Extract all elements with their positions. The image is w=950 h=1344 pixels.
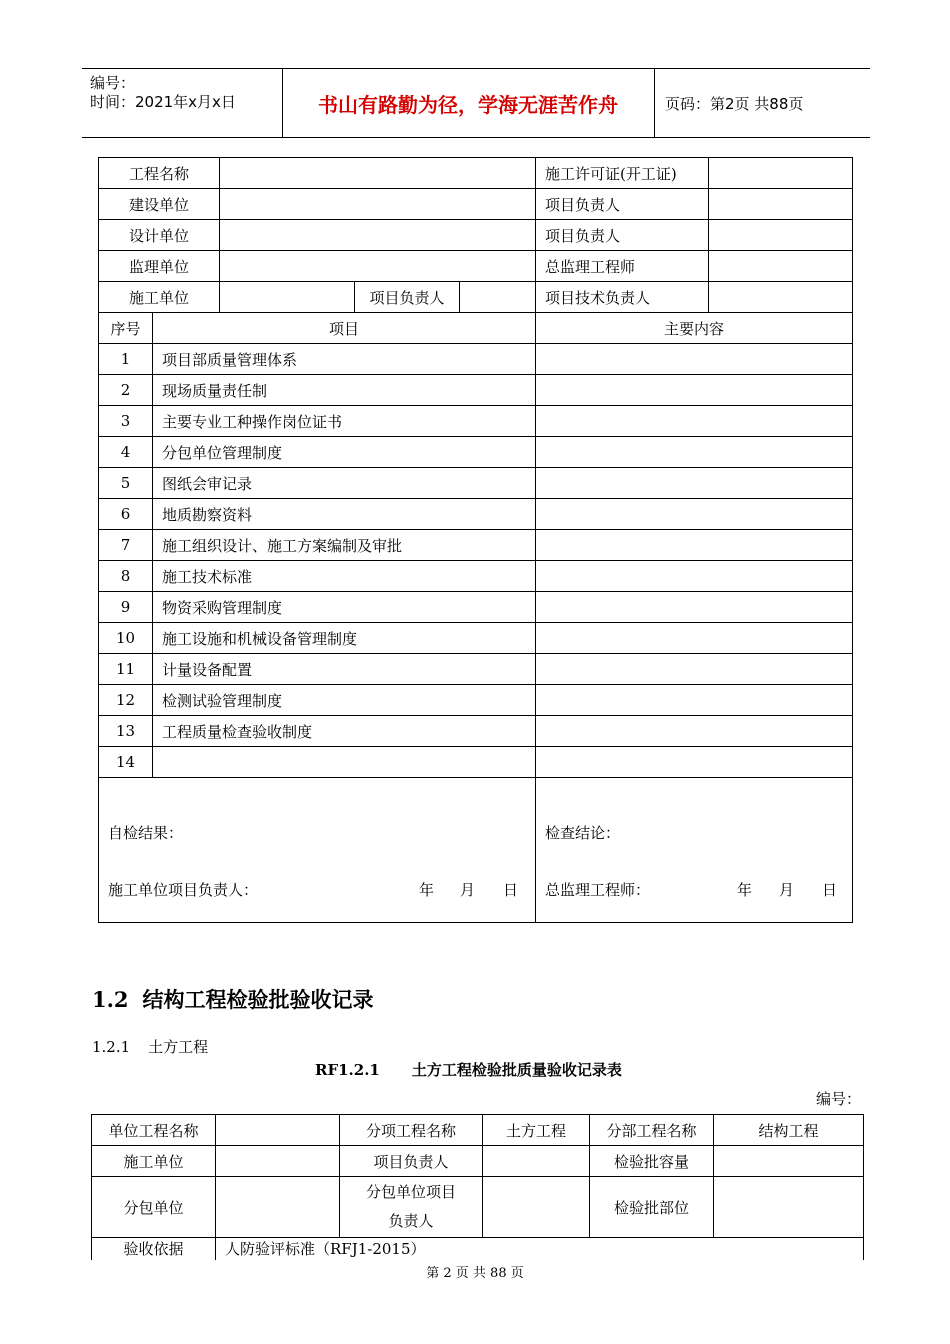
row-item: 施工技术标准 <box>153 561 536 592</box>
info-value[interactable] <box>220 220 536 251</box>
project-leader-label: 项目负责人 <box>340 1146 483 1177</box>
row-item: 工程质量检查验收制度 <box>153 716 536 747</box>
header-meta <box>82 69 283 137</box>
seq-header: 序号 <box>99 313 153 344</box>
row-item: 施工组织设计、施工方案编制及审批 <box>153 530 536 561</box>
info-label-2: 项目负责人 <box>536 189 709 220</box>
subcontractor-value[interactable] <box>216 1177 340 1238</box>
division-value: 结构工程 <box>714 1115 864 1146</box>
table-row <box>92 1146 864 1177</box>
table-row <box>92 1177 864 1238</box>
row-item: 现场质量责任制 <box>153 375 536 406</box>
info-label: 建设单位 <box>99 189 220 220</box>
sign-year: 年 <box>419 881 435 899</box>
row-seq: 6 <box>99 499 153 530</box>
row-seq: 4 <box>99 437 153 468</box>
row-content[interactable] <box>536 468 853 499</box>
info-value-2[interactable] <box>709 189 853 220</box>
info-label-2: 项目负责人 <box>536 220 709 251</box>
row-seq: 11 <box>99 654 153 685</box>
row-item: 地质勘察资料 <box>153 499 536 530</box>
section-number: 1.2 <box>92 987 129 1012</box>
page-header <box>82 68 870 138</box>
row-seq: 3 <box>99 406 153 437</box>
unit-project-label: 单位工程名称 <box>92 1115 216 1146</box>
item-header: 项目 <box>153 313 536 344</box>
constructor-signer-label: 施工单位项目负责人： <box>108 881 259 899</box>
subsection-number: 1.2.1 <box>92 1038 131 1056</box>
info-label: 监理单位 <box>99 251 220 282</box>
info-label: 工程名称 <box>99 158 220 189</box>
self-check-cell <box>99 778 536 923</box>
construction-unit-value[interactable] <box>216 1146 340 1177</box>
batch-capacity-value[interactable] <box>714 1146 864 1177</box>
batch-location-label: 检验批部位 <box>590 1177 714 1238</box>
section-title: 结构工程检验批验收记录 <box>142 988 374 1012</box>
row-content[interactable] <box>536 375 853 406</box>
table-row <box>99 685 853 716</box>
table-row <box>99 530 853 561</box>
row-item: 项目部质量管理体系 <box>153 344 536 375</box>
subcontractor-leader-label-line2: 负责人 <box>388 1212 434 1230</box>
row-seq: 1 <box>99 344 153 375</box>
info-value[interactable] <box>220 189 536 220</box>
section-heading <box>92 984 374 1014</box>
row-content[interactable] <box>536 561 853 592</box>
table-row <box>99 375 853 406</box>
info-label-2: 项目技术负责人 <box>536 282 709 313</box>
row-content[interactable] <box>536 654 853 685</box>
table-row <box>99 654 853 685</box>
row-item: 施工设施和机械设备管理制度 <box>153 623 536 654</box>
info-row <box>99 220 853 251</box>
info-label-2: 施工许可证(开工证) <box>536 158 709 189</box>
table-row <box>99 592 853 623</box>
info-value[interactable] <box>220 158 536 189</box>
table-row <box>99 561 853 592</box>
row-seq: 9 <box>99 592 153 623</box>
row-item: 物资采购管理制度 <box>153 592 536 623</box>
record-number-label: 编号： <box>816 1090 862 1108</box>
subcontractor-leader-label <box>340 1177 483 1238</box>
sign-row <box>99 778 853 923</box>
info-value[interactable] <box>220 251 536 282</box>
quality-management-check-table <box>98 157 853 923</box>
page-number-label: 页码：第2页 共88页 <box>665 94 804 113</box>
row-seq: 2 <box>99 375 153 406</box>
page-footer: 第 2 页 共 88 页 <box>426 1266 524 1281</box>
info-label: 设计单位 <box>99 220 220 251</box>
row-seq: 7 <box>99 530 153 561</box>
row-content[interactable] <box>536 716 853 747</box>
info-label: 施工单位 <box>99 282 220 313</box>
row-content[interactable] <box>536 592 853 623</box>
content-header: 主要内容 <box>536 313 853 344</box>
column-header-row <box>99 313 853 344</box>
subcontractor-leader-value[interactable] <box>483 1177 590 1238</box>
number-label: 编号： <box>90 74 136 92</box>
sub-item-value: 土方工程 <box>483 1115 590 1146</box>
info-value-2[interactable] <box>709 282 853 313</box>
row-content[interactable] <box>536 406 853 437</box>
chief-supervisor-signer-label: 总监理工程师： <box>545 881 651 899</box>
row-item: 图纸会审记录 <box>153 468 536 499</box>
subsection-heading <box>92 1036 208 1057</box>
unit-project-value[interactable] <box>216 1115 340 1146</box>
row-content[interactable] <box>536 344 853 375</box>
table-row <box>99 623 853 654</box>
subcontractor-label: 分包单位 <box>92 1177 216 1238</box>
table-row <box>99 406 853 437</box>
acceptance-basis-label: 验收依据 <box>92 1238 216 1260</box>
row-seq: 8 <box>99 561 153 592</box>
row-content[interactable] <box>536 499 853 530</box>
info-sub-value[interactable] <box>460 282 536 313</box>
inspection-conclusion-label: 检查结论： <box>545 824 621 842</box>
row-seq: 5 <box>99 468 153 499</box>
info-label-2: 总监理工程师 <box>536 251 709 282</box>
earthwork-inspection-table <box>91 1114 864 1260</box>
row-content[interactable] <box>536 747 853 778</box>
table-caption-title: 土方工程检验批质量验收记录表 <box>411 1061 622 1079</box>
row-seq: 12 <box>99 685 153 716</box>
row-seq: 10 <box>99 623 153 654</box>
table-row <box>99 437 853 468</box>
construction-unit-label: 施工单位 <box>92 1146 216 1177</box>
info-row <box>99 189 853 220</box>
table-row <box>99 716 853 747</box>
table-row <box>99 468 853 499</box>
info-row <box>99 251 853 282</box>
row-content[interactable] <box>536 623 853 654</box>
row-seq: 14 <box>99 747 153 778</box>
table-row <box>99 344 853 375</box>
sign-year: 年 <box>737 881 753 899</box>
table-caption <box>315 1059 622 1080</box>
info-row <box>99 158 853 189</box>
info-value-2[interactable] <box>709 251 853 282</box>
sign-day: 日 <box>822 881 838 899</box>
sign-month: 月 <box>779 881 795 899</box>
row-item: 分包单位管理制度 <box>153 437 536 468</box>
acceptance-basis-value: 人防验评标准（RFJ1-2015） <box>216 1238 864 1260</box>
table-code: RF1.2.1 <box>315 1061 380 1079</box>
info-sub-label: 项目负责人 <box>355 282 460 313</box>
row-item <box>153 747 536 778</box>
table-row <box>92 1115 864 1146</box>
inspection-conclusion-cell <box>536 778 853 923</box>
subcontractor-leader-label-line1: 分包单位项目 <box>365 1183 456 1201</box>
row-item: 主要专业工种操作岗位证书 <box>153 406 536 437</box>
self-check-result-label: 自检结果： <box>108 824 184 842</box>
info-value-2[interactable] <box>709 220 853 251</box>
table-row <box>99 747 853 778</box>
header-motto: 书山有路勤为径，学海无涯苦作舟 <box>282 69 655 137</box>
row-content[interactable] <box>536 530 853 561</box>
row-content[interactable] <box>536 437 853 468</box>
construction-unit-row <box>99 282 853 313</box>
sign-day: 日 <box>503 881 519 899</box>
info-value-2[interactable] <box>709 158 853 189</box>
time-label: 时间：2021年x月x日 <box>90 93 236 111</box>
sign-month: 月 <box>460 881 476 899</box>
info-value[interactable] <box>220 282 355 313</box>
batch-capacity-label: 检验批容量 <box>590 1146 714 1177</box>
batch-location-value[interactable] <box>714 1177 864 1238</box>
table-row <box>92 1238 864 1260</box>
row-item: 检测试验管理制度 <box>153 685 536 716</box>
row-content[interactable] <box>536 685 853 716</box>
sub-item-label: 分项工程名称 <box>340 1115 483 1146</box>
row-item: 计量设备配置 <box>153 654 536 685</box>
subsection-title: 土方工程 <box>148 1038 209 1056</box>
project-leader-value[interactable] <box>483 1146 590 1177</box>
row-seq: 13 <box>99 716 153 747</box>
division-label: 分部工程名称 <box>590 1115 714 1146</box>
table-row <box>99 499 853 530</box>
